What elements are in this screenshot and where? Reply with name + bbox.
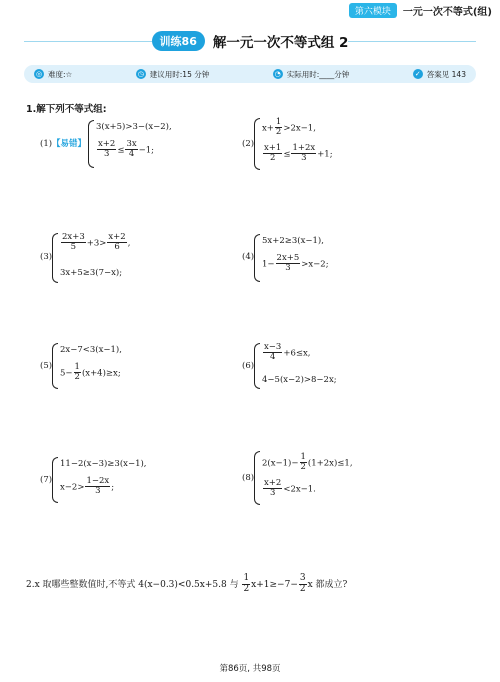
difficulty-icon: ◎ — [35, 69, 43, 78]
title-divider-right — [348, 41, 476, 42]
page-title: 解一元一次不等式组 2 — [212, 35, 349, 51]
problem-4-line-1: 5x+2≥3(x−1), — [262, 236, 324, 246]
fraction: $\frac{x+2}{3}$ — [98, 139, 116, 160]
problem-7-line-2: x−2> $\frac{1-2x}{3}$ ; — [60, 476, 115, 497]
problem-2-line-2: $\frac{x+1}{2}$ ≤ $\frac{1+2x}{3}$ +1; — [264, 143, 333, 164]
answer-item — [413, 69, 466, 80]
title-divider-left — [24, 41, 152, 42]
problem-6-line-2: 4−5(x−2)>8−2x; — [262, 375, 337, 385]
difficulty-text: 难度:☆ — [48, 69, 73, 79]
fraction: $\frac{3}{2}$ — [299, 573, 306, 594]
problem-4-line-2: 1− $\frac{2x+5}{3}$ >x−2; — [262, 253, 329, 274]
suggested-time-text: 建议用时:15 分钟 — [149, 69, 210, 79]
info-bar — [24, 65, 476, 83]
fraction: $\frac{x-3}{4}$ — [264, 342, 282, 363]
problem-8-line-2: $\frac{x+2}{3}$ <2x−1. — [264, 478, 316, 499]
fraction: $\frac{1}{2}$ — [275, 117, 282, 138]
problem-6-number: (6) — [242, 361, 255, 371]
difficulty-item — [34, 69, 72, 80]
problem-5-line-2: 5− $\frac{1}{2}$ (x+4)≥x; — [60, 362, 121, 383]
problem-5-number: (5) — [40, 361, 53, 371]
question-1-heading: 1.解下列不等式组: — [26, 104, 107, 115]
header-tag — [349, 3, 492, 18]
timer-icon: ◔ — [274, 69, 281, 78]
brace — [254, 343, 260, 389]
fraction: $\frac{2x+3}{5}$ — [62, 232, 85, 253]
problem-5 — [40, 343, 240, 391]
problem-2-line-1: x+ $\frac{1}{2}$ >2x−1, — [262, 117, 316, 138]
problem-8 — [242, 451, 462, 507]
page-footer: 第86页, 共98页 — [219, 664, 281, 674]
clock-icon: ◷ — [137, 69, 144, 78]
problem-8-line-1: 2(x−1)− $\frac{1}{2}$ (1+2x)≤1, — [262, 452, 353, 473]
chapter-title: 一元一次不等式(组) — [402, 7, 492, 18]
problem-3-line-1: $\frac{2x+3}{5}$ +3> $\frac{x+2}{6}$ , — [62, 232, 131, 253]
fraction: $\frac{x+1}{2}$ — [264, 143, 282, 164]
problem-8-number: (8) — [242, 473, 255, 483]
actual-time-item — [273, 69, 350, 80]
brace — [254, 118, 260, 170]
problem-3-number: (3) — [40, 252, 53, 262]
brace — [254, 234, 260, 282]
brace — [52, 233, 58, 283]
problem-6-line-1: $\frac{x-3}{4}$ +6≤x, — [264, 342, 311, 363]
brace — [254, 451, 260, 505]
problem-1-number: (1)【易错】 — [40, 139, 87, 149]
problem-1 — [40, 120, 240, 170]
actual-time-text: 实际用时:____分钟 — [286, 69, 350, 79]
fraction: $\frac{2x+5}{3}$ — [276, 253, 300, 274]
problem-1-line-2: $\frac{x+2}{3}$ ≤ $\frac{3x}{4}$ −1; — [98, 139, 155, 160]
brace — [52, 457, 58, 503]
fraction: $\frac{1}{2}$ — [243, 573, 250, 594]
question-2: 2.x 取哪些整数值时,不等式 4(x−0.3)<0.5x+5.8 与 $\frac{1}{2}$ x+1≥−7− $\frac{3}{2}$ x 都成立? — [26, 573, 348, 594]
problem-5-line-1: 2x−7<3(x−1), — [60, 345, 122, 355]
fraction: $\frac{x+2}{6}$ — [108, 232, 126, 253]
fraction: $\frac{1}{2}$ — [74, 362, 80, 383]
brace — [88, 120, 94, 168]
problem-6 — [242, 343, 462, 391]
title-row — [0, 30, 500, 52]
problem-1-line-1: 3(x+5)>3−(x−2), — [96, 122, 172, 132]
fraction: $\frac{3x}{4}$ — [126, 139, 137, 160]
problem-7-number: (7) — [40, 475, 53, 485]
fraction: $\frac{1}{2}$ — [300, 452, 306, 473]
problem-2 — [242, 118, 462, 172]
problem-4-number: (4) — [242, 252, 255, 262]
module-badge: 第六模块 — [349, 3, 397, 18]
suggested-time-item — [136, 69, 209, 80]
problem-4 — [242, 234, 462, 284]
easy-mistake-tag: 【易错】 — [52, 139, 87, 149]
problem-3 — [40, 233, 240, 285]
fraction: $\frac{1-2x}{3}$ — [86, 476, 110, 497]
problem-2-number: (2) — [242, 139, 255, 149]
brace — [52, 343, 58, 389]
fraction: $\frac{x+2}{3}$ — [264, 478, 282, 499]
check-icon: ✓ — [413, 69, 423, 79]
fraction: $\frac{1+2x}{3}$ — [292, 143, 316, 164]
problem-3-line-2: 3x+5≥3(7−x); — [60, 268, 123, 278]
answer-text: 答案见 143 — [426, 69, 466, 79]
problem-7 — [40, 457, 240, 505]
problem-7-line-1: 11−2(x−3)≥3(x−1), — [60, 459, 147, 469]
training-badge: 训练86 — [152, 31, 205, 51]
